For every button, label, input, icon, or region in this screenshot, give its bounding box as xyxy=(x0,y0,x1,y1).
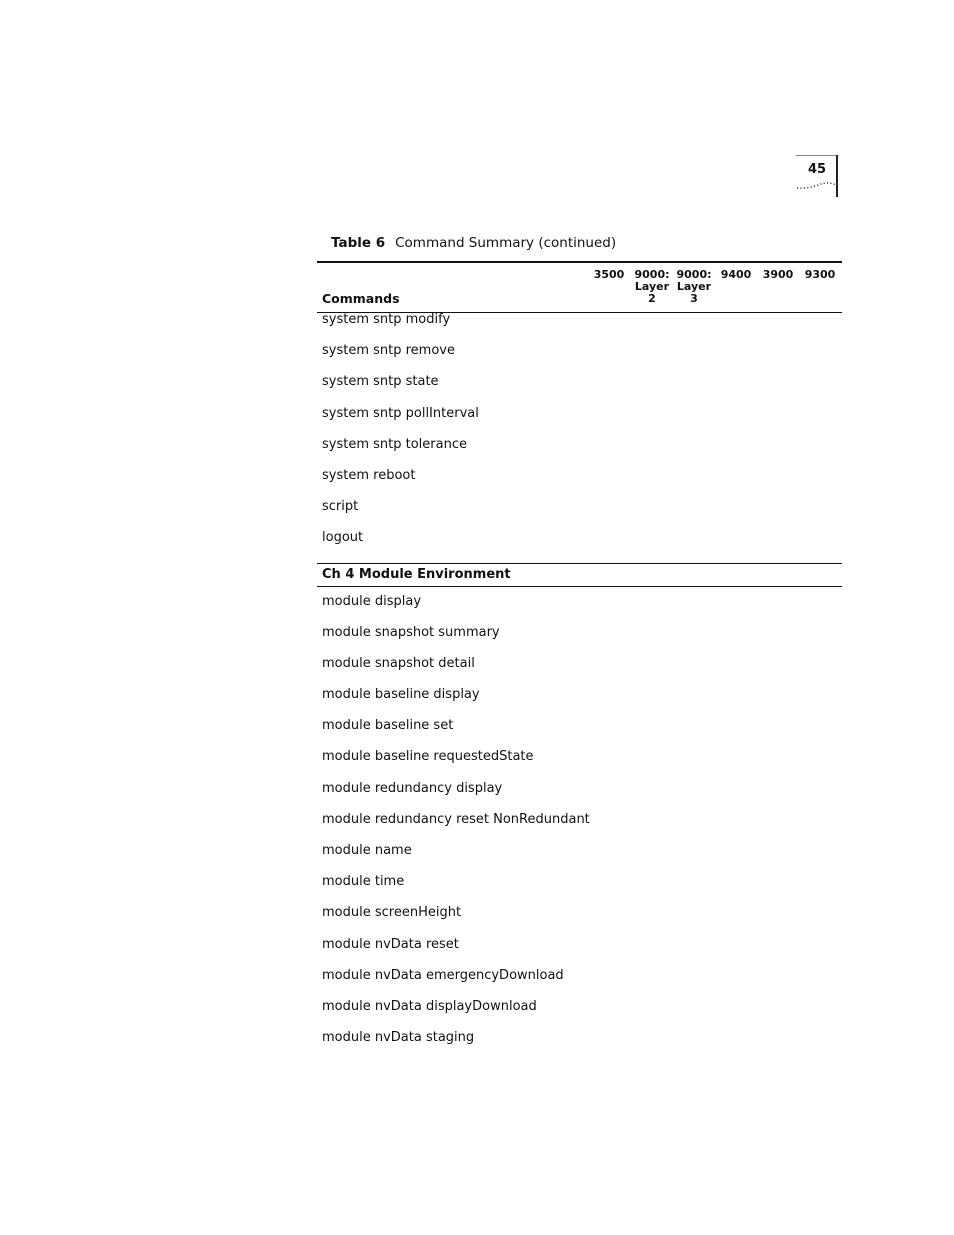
column-header-9300: 9300 xyxy=(804,268,836,281)
table-row xyxy=(317,719,842,750)
table-row xyxy=(317,438,842,469)
table-header xyxy=(317,263,842,312)
table-row xyxy=(317,969,842,1000)
section-heading: Ch 4 Module Environment xyxy=(322,566,511,582)
command-text: module nvData displayDownload xyxy=(322,998,537,1014)
table-title: Command Summary (continued) xyxy=(395,235,617,251)
page-number: 45 xyxy=(808,162,827,177)
table-row xyxy=(317,1031,842,1062)
table-row xyxy=(317,844,842,875)
command-text: module baseline set xyxy=(322,718,454,734)
table-label: Table 6 xyxy=(331,235,386,251)
command-text: module baseline requestedState xyxy=(322,749,534,765)
table-row xyxy=(317,875,842,906)
command-text: system sntp remove xyxy=(322,343,455,359)
command-text: system sntp pollInterval xyxy=(322,405,479,421)
column-header-3500: 3500 xyxy=(593,268,625,281)
command-summary-table xyxy=(317,261,842,1062)
command-text: module snapshot detail xyxy=(322,655,475,671)
command-text: system sntp state xyxy=(322,374,439,390)
table-caption xyxy=(331,235,616,251)
command-text: script xyxy=(322,499,359,515)
command-text: logout xyxy=(322,530,364,546)
table-row xyxy=(317,1000,842,1031)
command-text: module redundancy reset NonRedundant xyxy=(322,811,590,827)
column-header-9400: 9400 xyxy=(720,268,752,281)
command-text: module time xyxy=(322,874,405,890)
command-text: system sntp modify xyxy=(322,312,451,327)
command-text: system reboot xyxy=(322,467,416,483)
table-row xyxy=(317,344,842,375)
table-row xyxy=(317,595,842,626)
command-text: module baseline display xyxy=(322,687,480,703)
table-row xyxy=(317,938,842,969)
column-header-3900: 3900 xyxy=(762,268,794,281)
table-row xyxy=(317,375,842,406)
section-bottom-rule xyxy=(317,586,842,587)
table-row xyxy=(317,313,842,344)
command-text: module snapshot summary xyxy=(322,624,500,640)
commands-column-header: Commands xyxy=(322,291,400,306)
column-header-9000-layer2: 9000: Layer 2 xyxy=(634,268,670,305)
table-row xyxy=(317,657,842,688)
command-text: module screenHeight xyxy=(322,905,462,921)
table-row xyxy=(317,782,842,813)
table-row xyxy=(317,750,842,781)
table-row xyxy=(317,407,842,438)
table-row xyxy=(317,500,842,531)
table-row xyxy=(317,469,842,500)
marker-side-rule xyxy=(836,155,838,197)
page-number-marker xyxy=(796,155,838,197)
command-text: module nvData staging xyxy=(322,1030,475,1046)
command-text: module nvData emergencyDownload xyxy=(322,967,564,983)
command-text: module nvData reset xyxy=(322,936,459,952)
marker-top-rule xyxy=(796,155,838,156)
table-row xyxy=(317,688,842,719)
table-row xyxy=(317,813,842,844)
section-heading-row xyxy=(317,564,842,586)
dotted-swoosh-icon xyxy=(796,179,836,191)
table-row xyxy=(317,531,842,562)
column-header-9000-layer3: 9000: Layer 3 xyxy=(676,268,712,305)
table-row xyxy=(317,906,842,937)
command-text: system sntp tolerance xyxy=(322,436,467,452)
command-text: module name xyxy=(322,843,412,858)
command-text: module redundancy display xyxy=(322,780,503,796)
table-row xyxy=(317,626,842,657)
command-text: module display xyxy=(322,593,422,609)
